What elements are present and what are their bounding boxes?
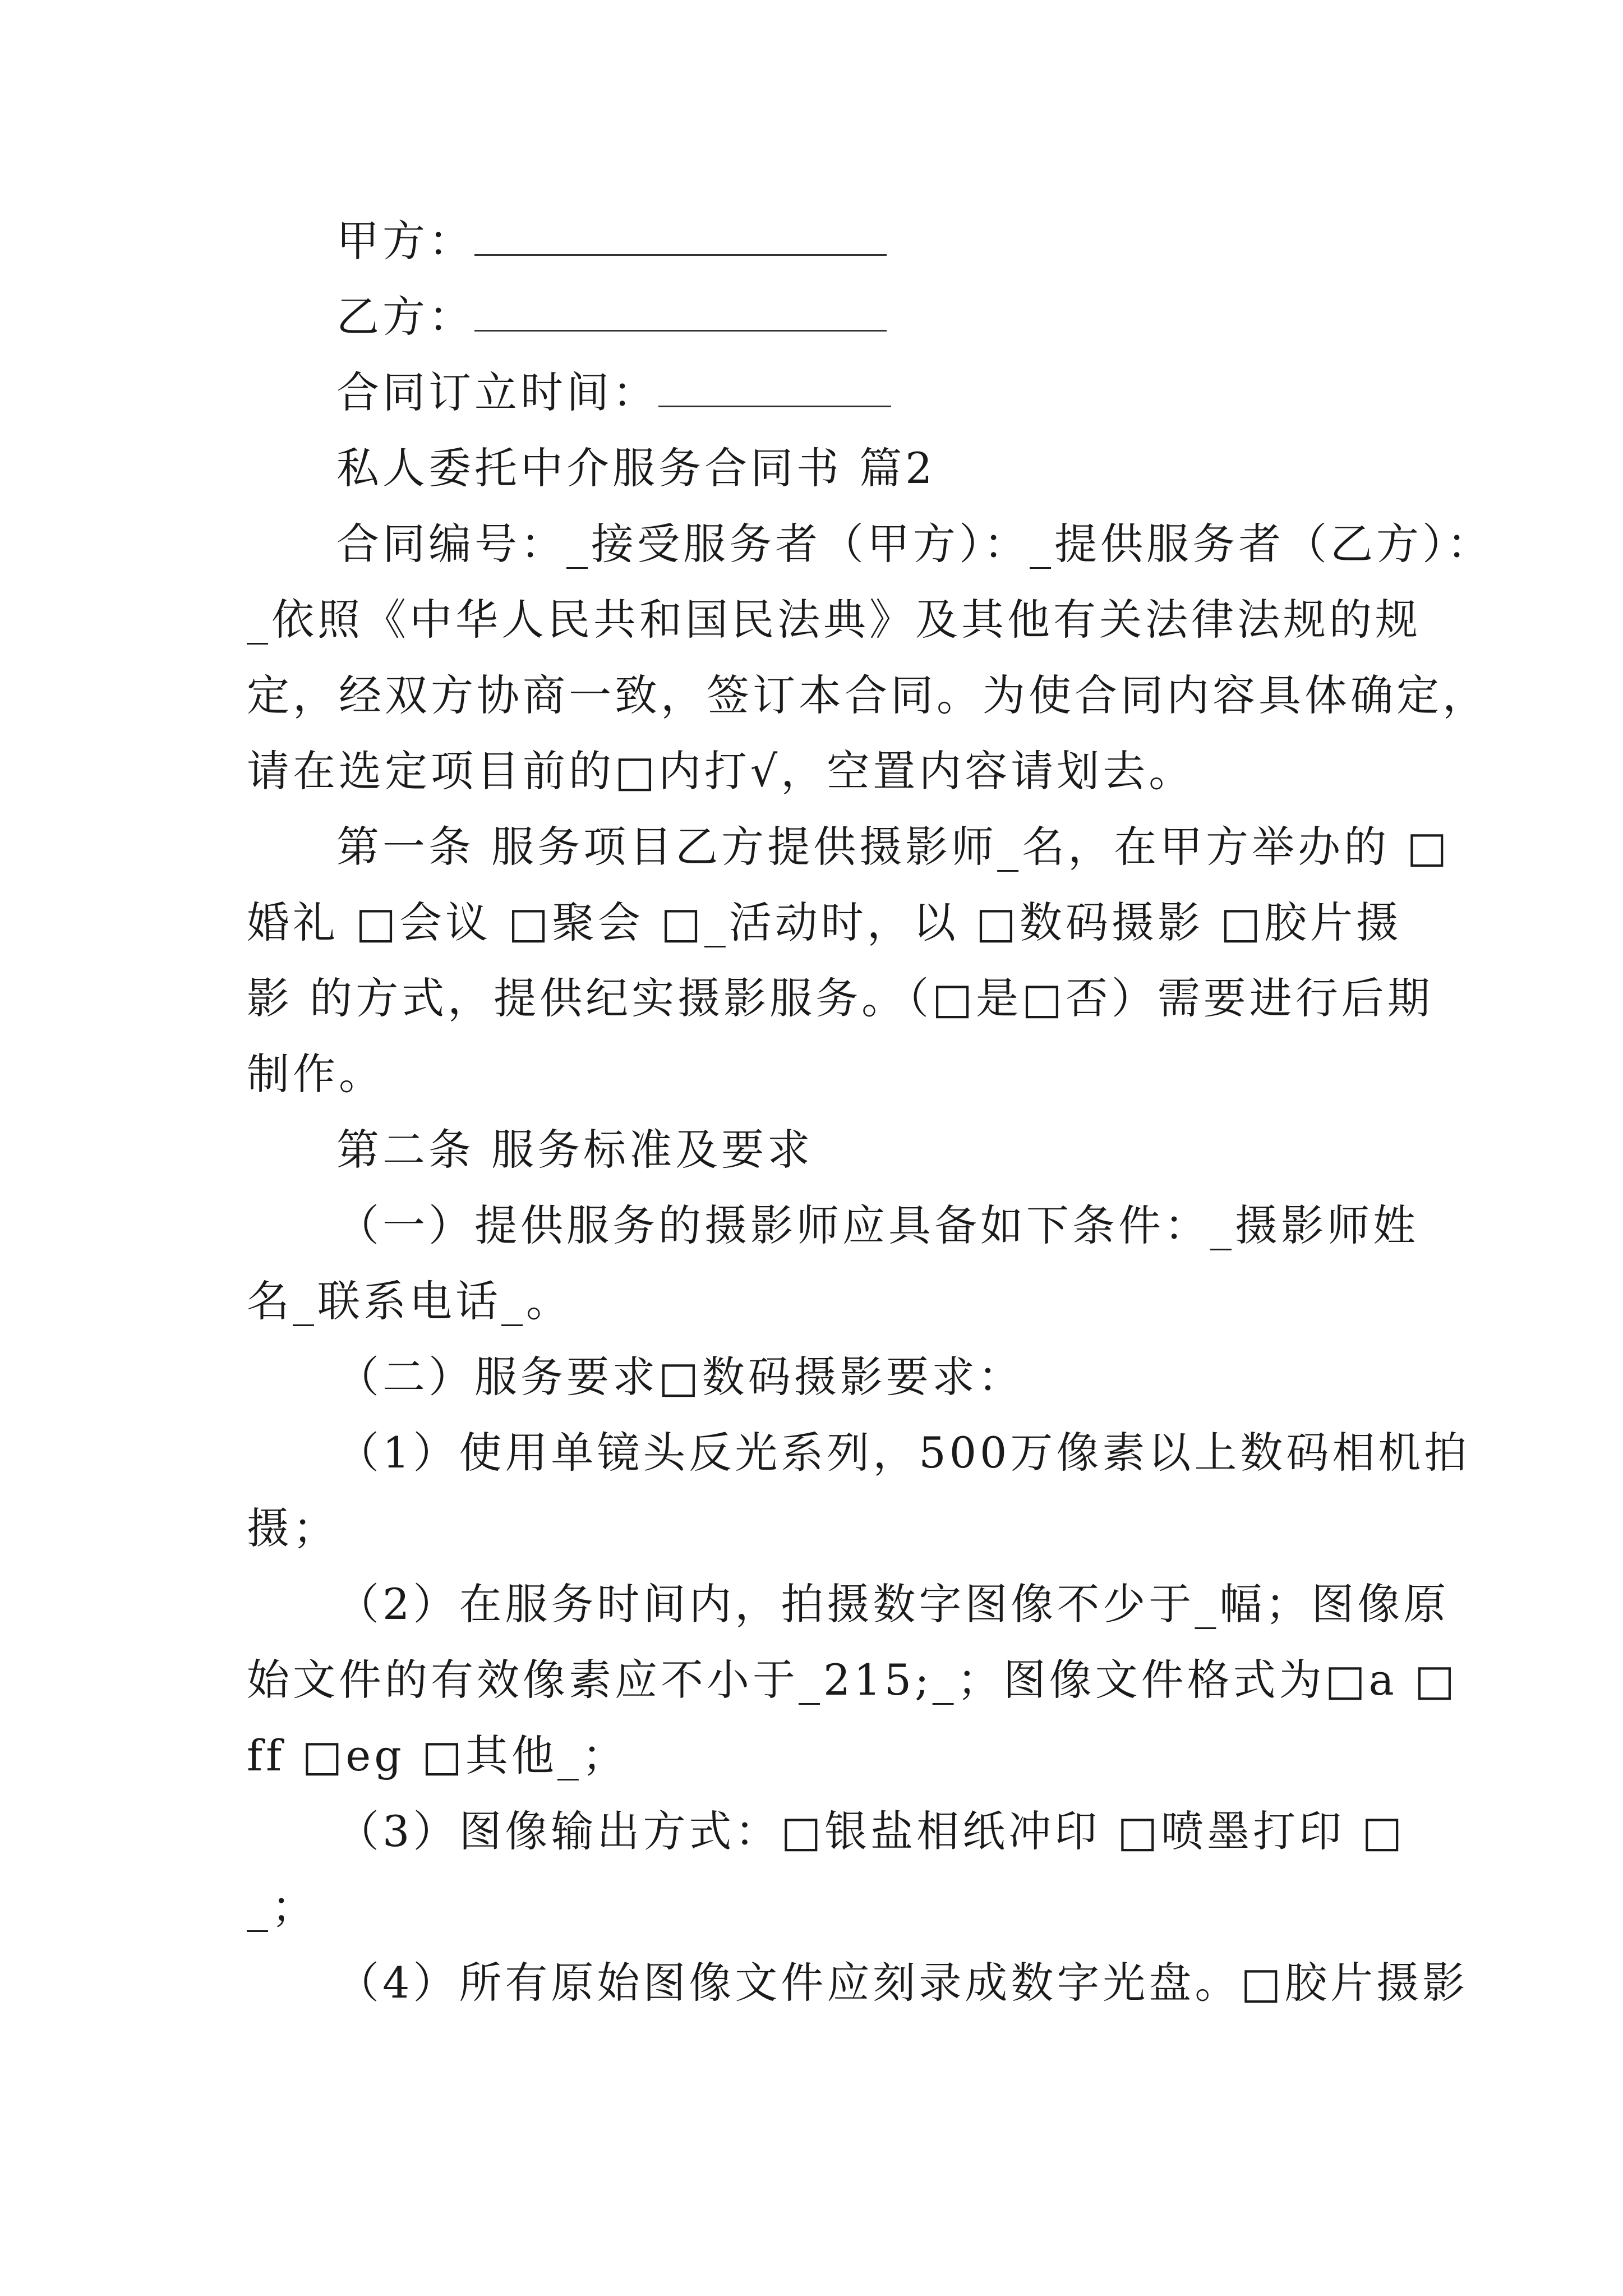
paragraph-line: 制作。 bbox=[247, 1049, 385, 1099]
paragraph-line: 请在选定项目前的□内打√，空置内容请划去。 bbox=[247, 746, 1195, 796]
paragraph-line: （3）图像输出方式：□银盐相纸冲印 □喷墨打印 □ bbox=[336, 1806, 1406, 1856]
party-b-label: 乙方： bbox=[336, 292, 474, 342]
paragraph-line: 合同编号：_接受服务者（甲方）：_提供服务者（乙方）： bbox=[336, 519, 1493, 569]
paragraph-line: 第二条 服务标准及要求 bbox=[336, 1125, 814, 1175]
paragraph-line: （一）提供服务的摄影师应具备如下条件：_摄影师姓 bbox=[336, 1200, 1419, 1250]
party-b-blank[interactable] bbox=[474, 291, 887, 332]
paragraph-line: 婚礼 □会议 □聚会 □_活动时，以 □数码摄影 □胶片摄 bbox=[247, 898, 1402, 947]
section-title: 私人委托中介服务合同书 篇2 bbox=[336, 443, 936, 493]
party-a-blank[interactable] bbox=[474, 215, 887, 256]
contract-date-label: 合同订立时间： bbox=[336, 367, 658, 417]
paragraph-line: 影 的方式，提供纪实摄影服务。（□是□否）需要进行后期 bbox=[247, 973, 1433, 1023]
contract-date-blank[interactable] bbox=[658, 366, 891, 407]
paragraph-line: （二）服务要求□数码摄影要求： bbox=[336, 1352, 1024, 1402]
paragraph-line: _依照《中华人民共和国民法典》及其他有关法律法规的规 bbox=[247, 595, 1421, 645]
paragraph-line: 始文件的有效像素应不小于_215;_；图像文件格式为□a □ bbox=[247, 1655, 1458, 1705]
paragraph-line: 第一条 服务项目乙方提供摄影师_名，在甲方举办的 □ bbox=[336, 822, 1451, 872]
paragraph-line: _； bbox=[247, 1882, 317, 1932]
paragraph-line: 摄； bbox=[247, 1503, 339, 1553]
paragraph-line: ff □eg □其他_； bbox=[247, 1731, 628, 1780]
party-a-label: 甲方： bbox=[336, 216, 474, 266]
party-a-line bbox=[336, 213, 887, 269]
contract-date-line bbox=[336, 365, 891, 421]
party-b-line bbox=[336, 289, 887, 345]
paragraph-line: （2）在服务时间内，拍摄数字图像不少于_幅；图像原 bbox=[336, 1579, 1450, 1629]
paragraph-line: 定，经双方协商一致，签订本合同。为使合同内容具体确定， bbox=[247, 670, 1488, 720]
paragraph-line: （4）所有原始图像文件应刻录成数字光盘。□胶片摄影 bbox=[336, 1958, 1469, 2008]
paragraph-line: （1）使用单镜头反光系列，500万像素以上数码相机拍 bbox=[336, 1428, 1470, 1478]
paragraph-line: 名_联系电话_。 bbox=[247, 1276, 572, 1326]
